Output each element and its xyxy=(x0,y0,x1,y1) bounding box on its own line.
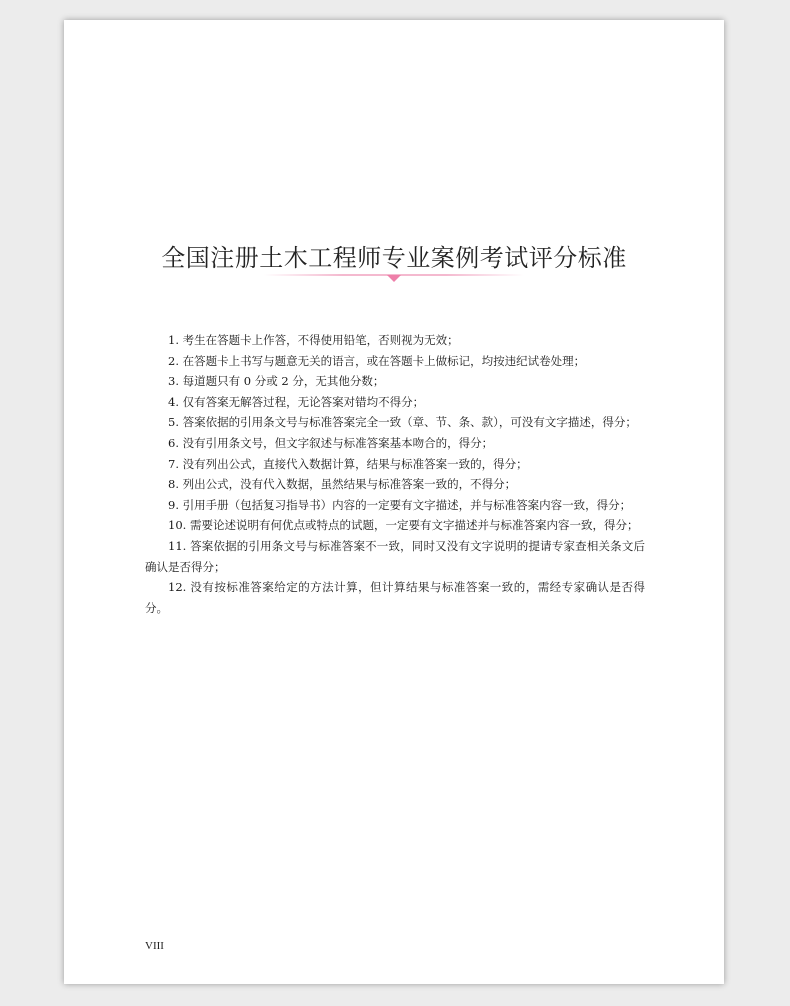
rule-item: 7. 没有列出公式，直接代入数据计算，结果与标准答案一致的，得分； xyxy=(168,456,528,471)
rule-item: 10. 需要论述说明有何优点或特点的试题，一定要有文字描述并与标准答案内容一致，得分； xyxy=(168,518,639,533)
rule-item: 5. 答案依据的引用条文号与标准答案完全一致（章、节、条、款），可没有文字描述，得分； xyxy=(168,415,637,430)
rule-item: 8. 列出公式，没有代入数据，虽然结果与标准答案一致的，不得分； xyxy=(168,477,517,492)
rule-item: 2. 在答题卡上书写与题意无关的语言，或在答题卡上做标记，均按违纪试卷处理； xyxy=(168,353,586,368)
page-title: 全国注册土木工程师专业案例考试评分标准 xyxy=(161,244,627,272)
rule-item: 4. 仅有答案无解答过程，无论答案对错均不得分； xyxy=(168,394,425,409)
title-marker-icon xyxy=(387,275,401,282)
rule-item: 6. 没有引用条文号，但文字叙述与标准答案基本吻合的，得分； xyxy=(168,435,494,450)
scoring-rules-list xyxy=(145,330,645,618)
rule-item: 12. 没有按标准答案给定的方法计算，但计算结果与标准答案一致的，需经专家确认是否得分。 xyxy=(145,580,645,615)
page-number: VIII xyxy=(145,940,164,952)
rule-item: 1. 考生在答题卡上作答，不得使用铅笔，否则视为无效； xyxy=(168,333,459,347)
rule-item: 3. 每道题只有 0 分或 2 分，无其他分数； xyxy=(168,374,385,389)
document-page xyxy=(64,20,724,984)
rule-item: 11. 答案依据的引用条文号与标准答案不一致，同时又没有文字说明的提请专家查相关条文后确认是否得分； xyxy=(145,538,645,574)
rule-item: 9. 引用手册（包括复习指导书）内容的一定要有文字描述，并与标准答案内容一致，得分； xyxy=(168,497,632,512)
